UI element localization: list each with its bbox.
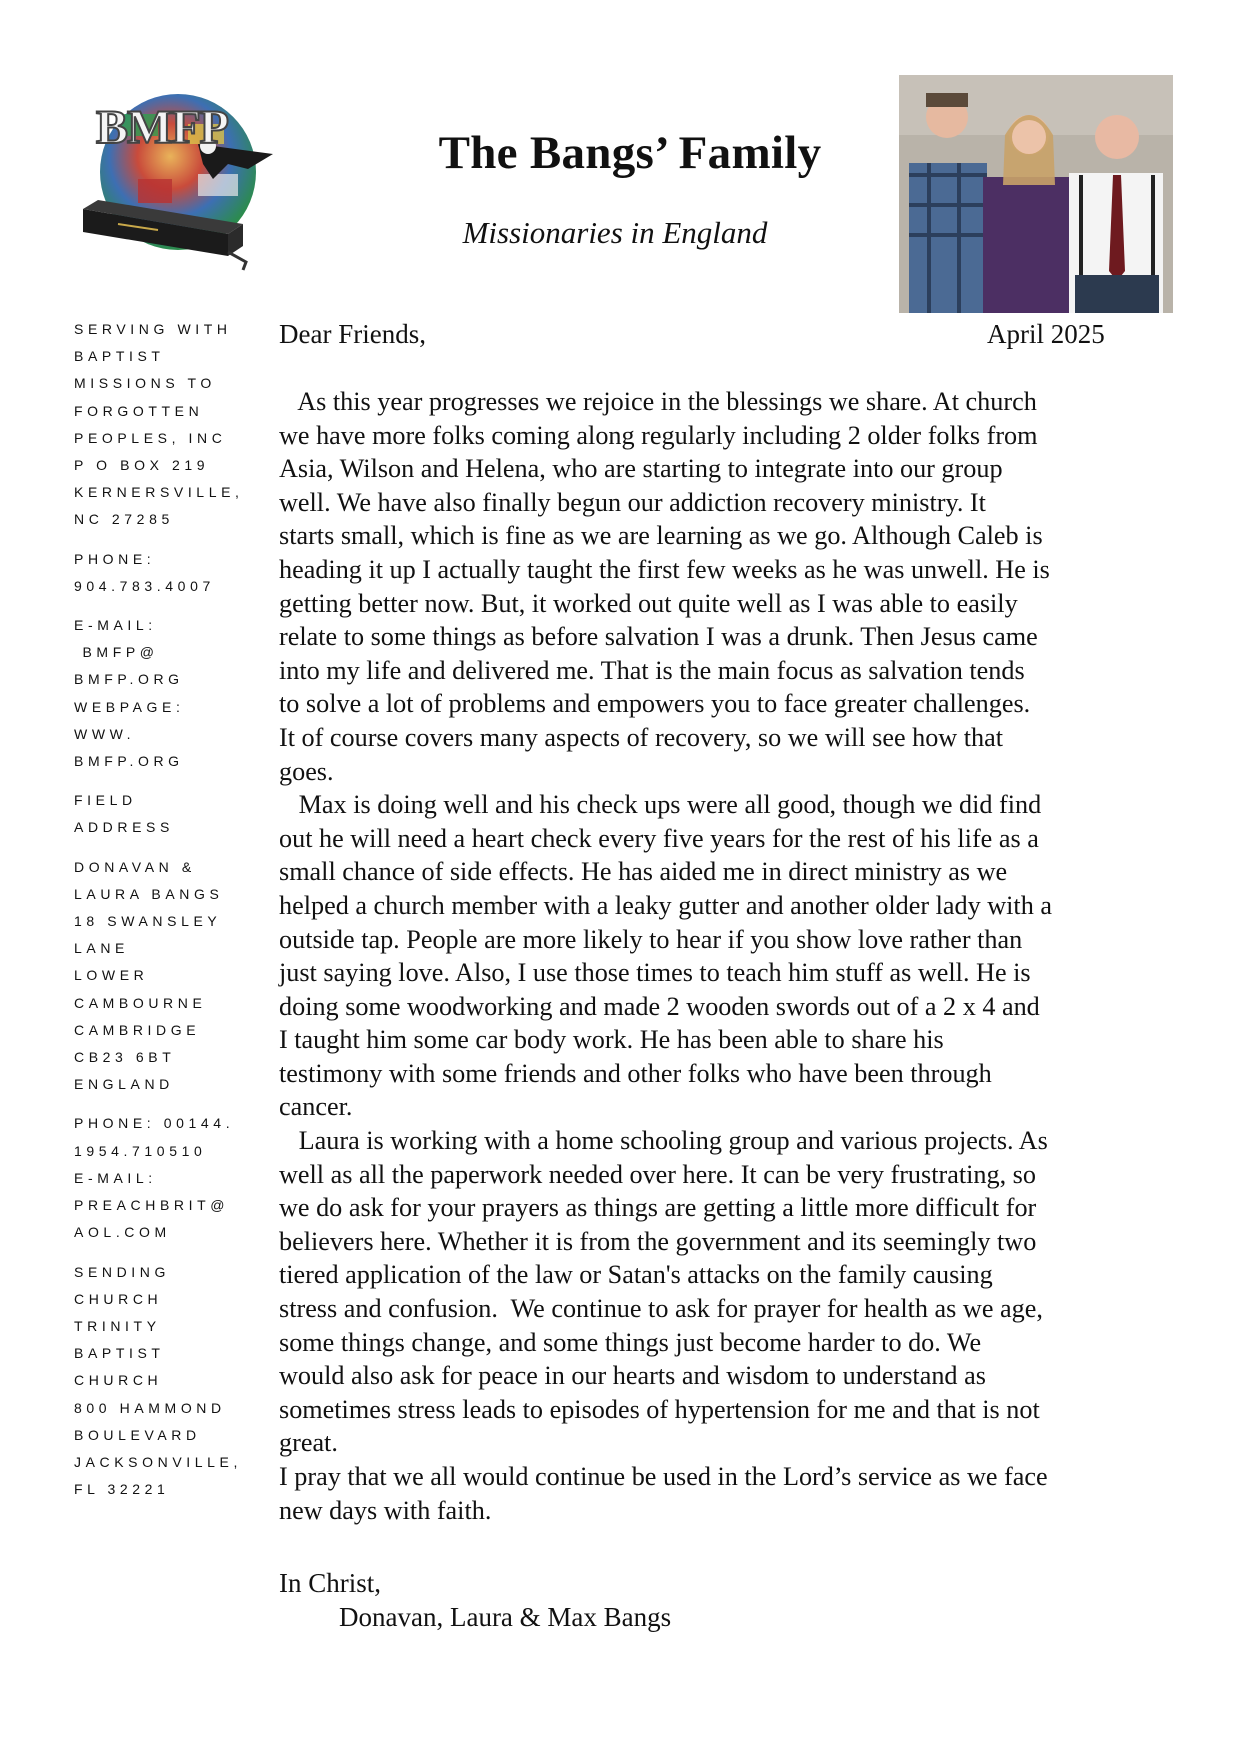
sidebar-line: BOULEVARD	[74, 1426, 201, 1443]
sidebar-line: MISSIONS TO	[74, 375, 216, 392]
sidebar-line: CHURCH	[74, 1290, 163, 1307]
letter-date: April 2025	[987, 319, 1105, 349]
letter-line: just saying love. Also, I use those times to teach him stuff as well. He is	[279, 958, 1031, 988]
sidebar-line: SENDING	[74, 1263, 170, 1280]
sidebar-line: ADDRESS	[74, 819, 174, 836]
sidebar-field-contact-group	[74, 1110, 272, 1246]
sidebar-line: FIELD	[74, 792, 137, 809]
sidebar-line: BAPTIST	[74, 1345, 165, 1362]
sidebar-line: DONAVAN &	[74, 858, 196, 875]
sidebar-line: 800 HAMMOND	[74, 1399, 226, 1416]
letter-line: Asia, Wilson and Helena, who are starting to integrate into our group	[279, 454, 1003, 484]
sidebar-line: CAMBOURNE	[74, 994, 207, 1011]
sidebar-line: PREACHBRIT@	[74, 1197, 230, 1214]
sidebar-line: BMFP.ORG	[74, 753, 184, 770]
letter-line: we do ask for your prayers as things are getting a little more difficult for	[279, 1193, 1037, 1223]
letter-line: would also ask for peace in our hearts and wisdom to understand as	[279, 1361, 986, 1391]
sidebar-line: PHONE:	[74, 550, 156, 567]
sidebar-line: P O BOX 219	[74, 457, 210, 474]
sidebar-line: WEBPAGE:	[74, 698, 185, 715]
letter-line: well. We have also finally begun our addiction recovery ministry. It	[279, 487, 986, 517]
sidebar-line: LAURA BANGS	[74, 885, 224, 902]
letter-line: helped a church member with a leaky gutter and another older lady with a	[279, 890, 1052, 920]
sidebar-line: AOL.COM	[74, 1224, 171, 1241]
letter-line: into my life and delivered me. That is the main focus as salvation tends	[279, 655, 1025, 685]
sidebar-line: PHONE: 00144.	[74, 1115, 235, 1132]
family-photo-image	[899, 75, 1173, 313]
sidebar-line: BAPTIST	[74, 348, 165, 365]
sidebar-line: FORGOTTEN	[74, 402, 204, 419]
letter-line: Max is doing well and his check ups were all good, though we did find	[279, 790, 1042, 820]
sidebar-email-web-group	[74, 612, 272, 775]
letter-line: I pray that we all would continue be used in the Lord’s service as we face	[279, 1462, 1048, 1491]
sidebar-line: PEOPLES, INC	[74, 429, 227, 446]
sidebar-line: CHURCH	[74, 1372, 163, 1389]
page-subtitle: Missionaries in England	[462, 215, 768, 250]
page-title: The Bangs’ Family	[438, 127, 822, 179]
letter-line: we have more folks coming along regularly including 2 older folks from	[279, 420, 1038, 450]
sidebar-line: CAMBRIDGE	[74, 1021, 201, 1038]
letter-closing: In Christ,	[279, 1568, 382, 1598]
sidebar-line: FL 32221	[74, 1481, 170, 1498]
sidebar-line: E-MAIL:	[74, 617, 157, 634]
letter-line: believers here. Whether it is from the government and its seemingly two	[279, 1226, 1037, 1256]
sidebar-contact-info	[74, 316, 272, 1515]
logo-text: BMFP	[96, 101, 228, 154]
letter-signature: Donavan, Laura & Max Bangs	[339, 1602, 672, 1632]
letter-line: out he will need a heart check every five years for the rest of his life as a	[279, 823, 1039, 853]
sidebar-line: WWW.	[74, 725, 136, 742]
sidebar-org-group	[74, 316, 272, 534]
sidebar-line: 904.783.4007	[74, 577, 215, 594]
letter-line: well as all the paperwork needed over here. It can be very frustrating, so	[279, 1159, 1036, 1189]
sidebar-sending-church-group	[74, 1259, 272, 1504]
letter-line: testimony with some friends and other folks who have been through	[279, 1058, 992, 1088]
letter-line: As this year progresses we rejoice in the blessings we share. At church	[279, 387, 1037, 416]
letter-line: Laura is working with a home schooling group and various projects. As	[279, 1126, 1048, 1156]
family-photo	[899, 75, 1173, 313]
letter-line: tiered application of the law or Satan's attacks on the family causing	[279, 1260, 993, 1290]
letter-line: getting better now. But, it worked out quite well as I was able to easily	[279, 588, 1018, 618]
sidebar-line: CB23 6BT	[74, 1049, 176, 1066]
letter-line: doing some woodworking and made 2 wooden swords out of a 2 x 4 and	[279, 991, 1040, 1021]
letter-line: sometimes stress leads to episodes of hypertension for me and that is not	[279, 1394, 1040, 1424]
sidebar-line: ENGLAND	[74, 1076, 174, 1093]
letter-line: goes.	[279, 756, 334, 786]
sidebar-line: 1954.710510	[74, 1142, 207, 1159]
sidebar-line: LOWER	[74, 967, 149, 984]
sidebar-line: LANE	[74, 940, 129, 957]
sidebar-line: KERNERSVILLE,	[74, 484, 244, 501]
letter-salutation: Dear Friends,	[279, 319, 426, 349]
sidebar-field-address-group	[74, 854, 272, 1099]
letter-line: great.	[279, 1428, 338, 1458]
letter-line: starts small, which is fine as we are learning as we go. Although Caleb is	[279, 521, 1043, 551]
sidebar-line: 18 SWANSLEY	[74, 913, 222, 930]
letter-line: to solve a lot of problems and empowers you to face greater challenges.	[279, 689, 1031, 719]
letter-line: outside tap. People are more likely to hear if you show love rather than	[279, 924, 1023, 954]
letter-line: I taught him some car body work. He has been able to share his	[279, 1025, 944, 1055]
letter-body	[279, 385, 1159, 1527]
letter-line: relate to some things as before salvation I was a drunk. Then Jesus came	[279, 622, 1038, 652]
letter-line: cancer.	[279, 1092, 353, 1122]
letter-line: new days with faith.	[279, 1495, 492, 1525]
sidebar-line: TRINITY	[74, 1317, 161, 1334]
sidebar-line: E-MAIL:	[74, 1169, 157, 1186]
sidebar-line: SERVING WITH	[74, 321, 232, 337]
sidebar-line: NC 27285	[74, 511, 174, 528]
sidebar-phone-group	[74, 546, 272, 600]
letter-line: stress and confusion. We continue to ask for prayer for health as we age,	[279, 1294, 1043, 1324]
sidebar-line: BMFP.ORG	[74, 671, 184, 688]
letter-line: small chance of side effects. He has aided me in direct ministry as we	[279, 857, 1008, 887]
sidebar-line: JACKSONVILLE,	[74, 1453, 242, 1470]
letter-line: some things change, and some things just become harder to do. We	[279, 1327, 982, 1357]
sidebar-line: BMFP@	[74, 644, 159, 661]
sidebar-field-label-group	[74, 787, 272, 841]
letter-line: heading it up I actually taught the first few weeks as he was unwell. He is	[279, 554, 1050, 584]
letter-line: It of course covers many aspects of recovery, so we will see how that	[279, 722, 1004, 752]
